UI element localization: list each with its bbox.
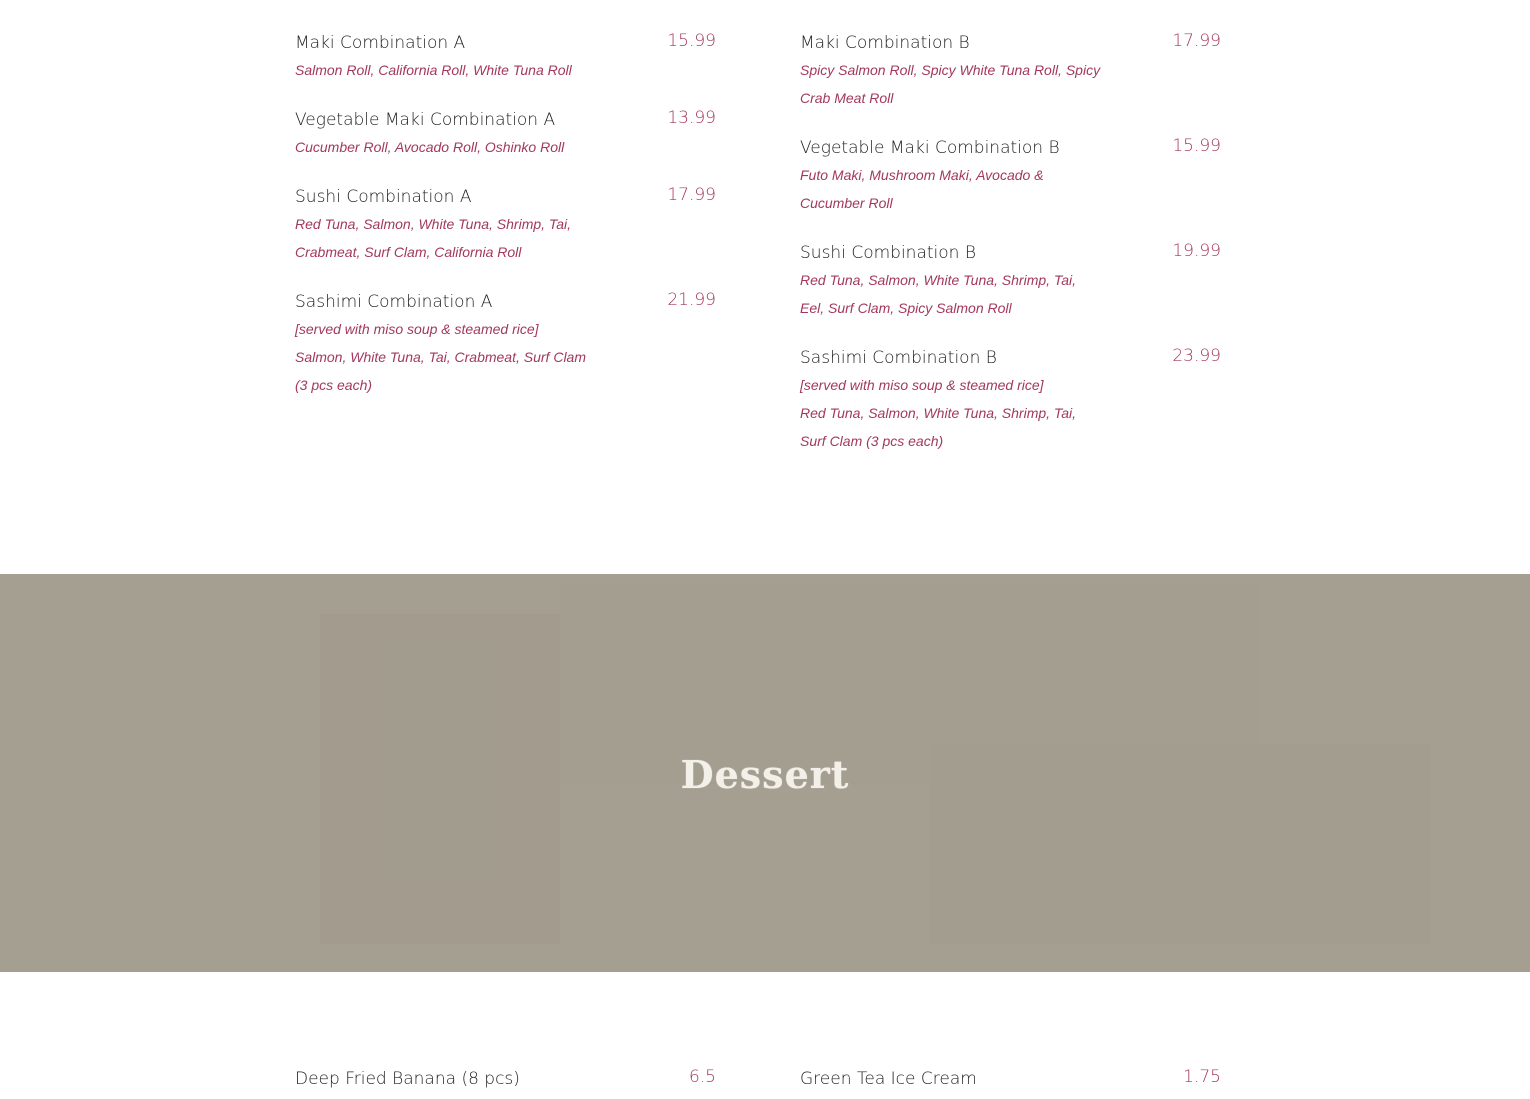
menu-item-name: Maki Combination A	[295, 33, 466, 53]
description-line: Eel, Surf Clam, Spicy Salmon Roll	[800, 300, 1012, 316]
description-line: Spicy Salmon Roll, Spicy White Tuna Roll, Spicy	[800, 62, 1101, 78]
menu-item-name: Sashimi Combination B	[800, 348, 997, 368]
menu-item	[800, 30, 1221, 112]
menu-item-description	[800, 56, 1110, 112]
description-line: Red Tuna, Salmon, White Tuna, Shrimp, Tai,	[800, 405, 1076, 421]
menu-item-name: Sashimi Combination A	[295, 292, 493, 312]
menu-item-name: Sushi Combination B	[800, 243, 976, 263]
combinations-right-column	[800, 30, 1221, 478]
description-line: Cucumber Roll, Avocado Roll, Oshinko Roll	[295, 139, 565, 155]
menu-item-name: Vegetable Maki Combination B	[800, 138, 1060, 158]
description-line: Salmon Roll, California Roll, White Tuna Roll	[295, 62, 572, 78]
menu-item-name: Vegetable Maki Combination A	[295, 110, 556, 130]
menu-item-price: 15.99	[667, 31, 716, 51]
menu-item-description	[295, 210, 605, 266]
menu-item-price: 17.99	[667, 185, 716, 205]
description-line: Crabmeat, Surf Clam, California Roll	[295, 244, 522, 260]
menu-item-price: 13.99	[667, 108, 716, 128]
menu-item-name: Green Tea Ice Cream	[800, 1069, 977, 1089]
menu-item-price: 1.75	[1183, 1067, 1221, 1087]
menu-item	[295, 30, 716, 84]
menu-item-description	[295, 133, 605, 161]
menu-item-description	[800, 161, 1110, 217]
menu-item-price: 23.99	[1172, 346, 1221, 366]
menu-item-description	[800, 371, 1110, 455]
menu-item-description	[800, 266, 1110, 322]
menu-item	[295, 184, 716, 266]
menu-item	[800, 240, 1221, 322]
description-line: Surf Clam (3 pcs each)	[800, 433, 944, 449]
menu-item-description	[295, 315, 605, 399]
menu-item-description	[295, 56, 605, 84]
menu-item-name: Maki Combination B	[800, 33, 970, 53]
description-line: Red Tuna, Salmon, White Tuna, Shrimp, Tai,	[800, 272, 1076, 288]
desserts-right-column	[800, 1066, 1221, 1099]
desserts-left-column	[295, 1066, 716, 1099]
section-title-dessert: Dessert	[680, 752, 850, 797]
menu-item	[295, 1066, 716, 1092]
menu-item	[295, 289, 716, 399]
menu-item	[800, 135, 1221, 217]
combinations-left-column	[295, 30, 716, 422]
menu-item-price: 21.99	[667, 290, 716, 310]
description-line: Salmon, White Tuna, Tai, Crabmeat, Surf Clam	[295, 349, 586, 365]
menu-item-price: 6.5	[688, 1067, 716, 1087]
description-line: Cucumber Roll	[800, 195, 893, 211]
menu-item-name: Sushi Combination A	[295, 187, 472, 207]
menu-item	[800, 1066, 1221, 1092]
description-line: [served with miso soup & steamed rice]	[295, 321, 539, 337]
menu-item	[295, 107, 716, 161]
menu-item	[800, 345, 1221, 455]
description-line: Red Tuna, Salmon, White Tuna, Shrimp, Tai,	[295, 216, 571, 232]
menu-item-price: 17.99	[1172, 31, 1221, 51]
menu-item-price: 19.99	[1172, 241, 1221, 261]
menu-item-name: Deep Fried Banana (8 pcs)	[295, 1069, 520, 1089]
description-line: Futo Maki, Mushroom Maki, Avocado &	[800, 167, 1044, 183]
description-line: Crab Meat Roll	[800, 90, 894, 106]
dessert-banner	[0, 574, 1530, 972]
menu-item-price: 15.99	[1172, 136, 1221, 156]
description-line: (3 pcs each)	[295, 377, 373, 393]
description-line: [served with miso soup & steamed rice]	[800, 377, 1044, 393]
